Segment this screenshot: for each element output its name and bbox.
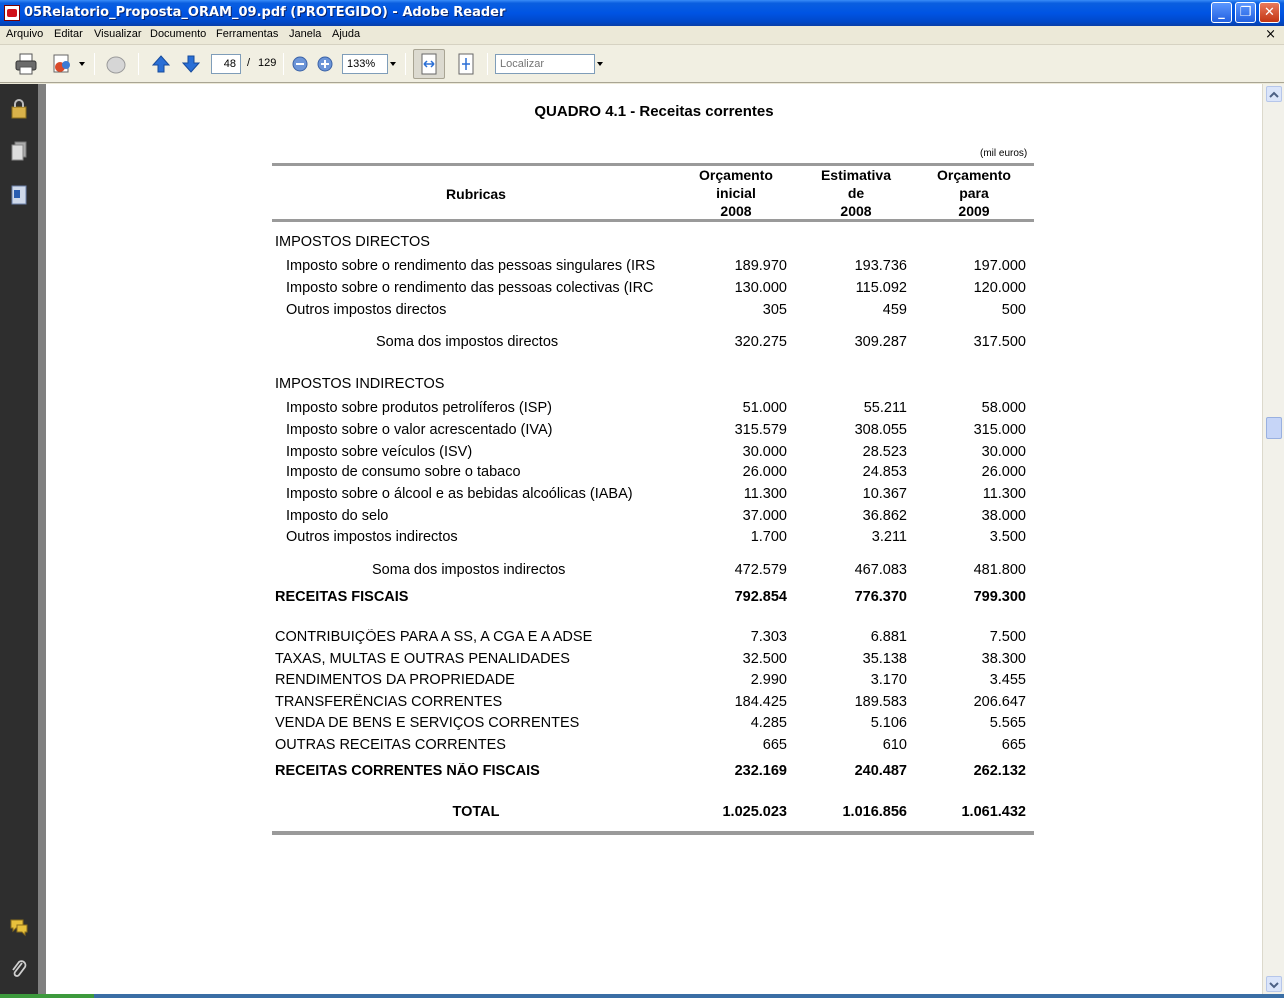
status-bar bbox=[0, 994, 1284, 998]
value-estimativa-2008: 24.853 bbox=[862, 464, 907, 480]
header-line: inicial bbox=[716, 185, 756, 201]
row-label: Soma dos impostos indirectos bbox=[372, 562, 566, 578]
top-rule bbox=[272, 163, 1034, 166]
chevron-down-icon bbox=[597, 62, 603, 66]
menu-documento[interactable]: Documento bbox=[150, 28, 207, 40]
value-estimativa-2008: 36.862 bbox=[862, 508, 907, 524]
zoom-out-button[interactable] bbox=[290, 51, 310, 77]
row-label: Imposto sobre o álcool e as bebidas alcoólicas (IABA) bbox=[286, 486, 633, 502]
table-row bbox=[46, 280, 1262, 300]
value-orcamento-2009: 38.000 bbox=[981, 508, 1026, 524]
arrow-down-icon bbox=[181, 54, 201, 74]
row-label: Imposto sobre o rendimento das pessoas singulares (IRS bbox=[286, 258, 656, 274]
pdf-page bbox=[46, 84, 1262, 994]
header-rubricas: Rubricas bbox=[446, 186, 506, 202]
value-estimativa-2008: 308.055 bbox=[854, 422, 907, 438]
total-row bbox=[46, 589, 1262, 609]
table-row bbox=[46, 486, 1262, 506]
value-orcamento-2008: 665 bbox=[762, 737, 787, 753]
value-orcamento-2008: 472.579 bbox=[734, 562, 787, 578]
zoom-out-icon bbox=[292, 56, 308, 72]
toolbar bbox=[0, 45, 1284, 83]
value-orcamento-2009: 3.455 bbox=[989, 672, 1026, 688]
scroll-down-button[interactable] bbox=[1266, 976, 1282, 992]
chevron-up-icon bbox=[1267, 88, 1281, 102]
value-estimativa-2008: 3.170 bbox=[870, 672, 907, 688]
share-button[interactable] bbox=[48, 51, 88, 77]
header-orcamento-inicial bbox=[686, 166, 786, 220]
menu-editar[interactable]: Editar bbox=[54, 28, 83, 40]
maximize-button[interactable]: ❐ bbox=[1235, 2, 1256, 23]
row-label: Imposto de consumo sobre o tabaco bbox=[286, 464, 521, 480]
value-orcamento-2009: 7.500 bbox=[989, 629, 1026, 645]
value-estimativa-2008: 3.211 bbox=[871, 529, 907, 545]
collaborate-icon bbox=[51, 53, 77, 75]
header-line: 2008 bbox=[720, 203, 752, 219]
value-estimativa-2008: 28.523 bbox=[862, 444, 907, 460]
zoom-level-input[interactable] bbox=[342, 54, 388, 74]
fit-page-button[interactable] bbox=[452, 51, 480, 77]
table-row bbox=[46, 672, 1262, 692]
header-estimativa bbox=[806, 166, 906, 220]
row-label: RENDIMENTOS DA PROPRIEDADE bbox=[275, 672, 515, 688]
table-row bbox=[46, 444, 1262, 464]
table-row bbox=[46, 715, 1262, 735]
value-orcamento-2008: 232.169 bbox=[734, 763, 787, 779]
row-label: Imposto sobre o rendimento das pessoas colectivas (IRC bbox=[286, 280, 654, 296]
fit-width-icon bbox=[419, 53, 439, 75]
toolbar-separator bbox=[405, 53, 406, 75]
value-orcamento-2008: 4.285 bbox=[750, 715, 787, 731]
value-orcamento-2009: 197.000 bbox=[973, 258, 1026, 274]
menu-visualizar[interactable]: Visualizar bbox=[94, 28, 142, 40]
value-estimativa-2008: 5.106 bbox=[870, 715, 907, 731]
value-orcamento-2008: 1.700 bbox=[750, 529, 787, 545]
lock-icon[interactable] bbox=[9, 98, 29, 120]
table-row bbox=[46, 694, 1262, 714]
value-estimativa-2008: 1.016.856 bbox=[842, 804, 907, 820]
header-orcamento-2009 bbox=[924, 166, 1024, 220]
fit-width-button[interactable] bbox=[413, 49, 445, 79]
toolbar-separator bbox=[283, 53, 284, 75]
value-orcamento-2008: 130.000 bbox=[734, 280, 787, 296]
value-orcamento-2009: 206.647 bbox=[973, 694, 1026, 710]
header-rule bbox=[272, 219, 1034, 222]
row-label: Imposto sobre veículos (ISV) bbox=[286, 444, 473, 460]
value-orcamento-2009: 5.565 bbox=[989, 715, 1026, 731]
minimize-button[interactable]: _ bbox=[1211, 2, 1232, 23]
table-row bbox=[46, 464, 1262, 484]
value-orcamento-2008: 30.000 bbox=[742, 444, 787, 460]
table-row bbox=[46, 302, 1262, 322]
value-estimativa-2008: 309.287 bbox=[854, 334, 907, 350]
value-orcamento-2008: 11.300 bbox=[743, 486, 787, 502]
toolbar-separator bbox=[94, 53, 95, 75]
table-row bbox=[46, 400, 1262, 420]
header-line: Orçamento bbox=[699, 167, 773, 183]
value-estimativa-2008: 55.211 bbox=[863, 400, 907, 416]
document-view[interactable] bbox=[38, 84, 1262, 994]
value-orcamento-2008: 792.854 bbox=[734, 589, 787, 605]
row-label: Soma dos impostos directos bbox=[376, 334, 559, 350]
table-row bbox=[46, 529, 1262, 549]
value-orcamento-2008: 320.275 bbox=[734, 334, 787, 350]
header-line: Orçamento bbox=[937, 167, 1011, 183]
value-estimativa-2008: 189.583 bbox=[854, 694, 907, 710]
fit-page-icon bbox=[456, 53, 476, 75]
menu-ferramentas[interactable]: Ferramentas bbox=[216, 28, 279, 40]
scroll-thumb[interactable] bbox=[1266, 417, 1282, 439]
value-estimativa-2008: 35.138 bbox=[862, 651, 907, 667]
next-page-button[interactable] bbox=[178, 51, 204, 77]
comments-icon[interactable] bbox=[9, 916, 29, 938]
value-estimativa-2008: 10.367 bbox=[862, 486, 907, 502]
row-label: RECEITAS CORRENTES NÃO FISCAIS bbox=[275, 763, 540, 779]
value-orcamento-2009: 58.000 bbox=[981, 400, 1026, 416]
grand-total-row bbox=[46, 804, 1262, 824]
row-label: VENDA DE BENS E SERVIÇOS CORRENTES bbox=[275, 715, 580, 731]
table-row bbox=[46, 258, 1262, 278]
value-orcamento-2008: 315.579 bbox=[734, 422, 787, 438]
value-orcamento-2009: 120.000 bbox=[973, 280, 1026, 296]
arrow-up-icon bbox=[151, 54, 171, 74]
menu-ajuda[interactable]: Ajuda bbox=[332, 28, 361, 40]
menu-arquivo[interactable]: Arquivo bbox=[6, 28, 44, 40]
value-orcamento-2008: 7.303 bbox=[750, 629, 787, 645]
row-label: OUTRAS RECEITAS CORRENTES bbox=[275, 737, 506, 753]
value-orcamento-2008: 305 bbox=[762, 302, 787, 318]
printer-icon bbox=[14, 53, 38, 75]
units-label: (mil euros) bbox=[980, 148, 1028, 159]
close-button[interactable]: ✕ bbox=[1259, 2, 1280, 23]
search-dropdown[interactable] bbox=[595, 51, 605, 77]
row-label: TOTAL bbox=[452, 804, 500, 820]
title-bar bbox=[0, 0, 1284, 26]
value-orcamento-2009: 11.300 bbox=[982, 486, 1026, 502]
value-estimativa-2008: 240.487 bbox=[854, 763, 907, 779]
value-orcamento-2009: 500 bbox=[1001, 302, 1026, 318]
value-orcamento-2008: 184.425 bbox=[734, 694, 787, 710]
page-number-input[interactable] bbox=[211, 54, 241, 74]
value-estimativa-2008: 6.881 bbox=[870, 629, 907, 645]
table-row bbox=[46, 508, 1262, 528]
zoom-dropdown[interactable] bbox=[388, 51, 398, 77]
search-input[interactable] bbox=[495, 54, 595, 74]
header-line: 2009 bbox=[958, 203, 990, 219]
subtotal-row bbox=[46, 334, 1262, 354]
toolbar-separator bbox=[487, 53, 488, 75]
header-line: de bbox=[847, 185, 865, 201]
hand-icon bbox=[104, 53, 128, 75]
hand-tool-button[interactable] bbox=[102, 51, 130, 77]
value-orcamento-2008: 26.000 bbox=[742, 464, 787, 480]
value-orcamento-2008: 37.000 bbox=[742, 508, 787, 524]
dropdown-arrow-icon bbox=[79, 62, 85, 66]
row-label: Imposto do selo bbox=[286, 508, 389, 524]
table-row bbox=[46, 629, 1262, 649]
value-estimativa-2008: 193.736 bbox=[854, 258, 907, 274]
adobe-reader-icon bbox=[4, 5, 20, 21]
row-label: IMPOSTOS INDIRECTOS bbox=[275, 376, 445, 392]
table-title: QUADRO 4.1 - Receitas correntes bbox=[534, 103, 774, 120]
value-orcamento-2008: 1.025.023 bbox=[722, 804, 787, 820]
value-orcamento-2009: 317.500 bbox=[973, 334, 1026, 350]
value-orcamento-2009: 26.000 bbox=[981, 464, 1026, 480]
value-estimativa-2008: 459 bbox=[882, 302, 907, 318]
pages-icon[interactable] bbox=[9, 140, 29, 162]
chevron-down-icon bbox=[1267, 978, 1281, 992]
value-estimativa-2008: 610 bbox=[882, 737, 907, 753]
value-orcamento-2009: 481.800 bbox=[973, 562, 1026, 578]
document-close-icon[interactable]: × bbox=[1265, 27, 1276, 42]
header-line: 2008 bbox=[840, 203, 872, 219]
value-orcamento-2009: 262.132 bbox=[973, 763, 1026, 779]
row-label: IMPOSTOS DIRECTOS bbox=[275, 234, 430, 250]
row-label: Imposto sobre produtos petrolíferos (ISP) bbox=[286, 400, 552, 416]
value-estimativa-2008: 115.092 bbox=[855, 280, 907, 296]
table-row bbox=[46, 422, 1262, 442]
subtotal-row bbox=[46, 562, 1262, 582]
taskbar-start-edge bbox=[0, 994, 94, 998]
menu-janela[interactable]: Janela bbox=[289, 28, 322, 40]
zoom-in-icon bbox=[317, 56, 333, 72]
value-estimativa-2008: 467.083 bbox=[854, 562, 907, 578]
previous-page-button[interactable] bbox=[148, 51, 174, 77]
value-orcamento-2009: 315.000 bbox=[973, 422, 1026, 438]
paperclip-icon[interactable] bbox=[9, 958, 29, 980]
value-orcamento-2008: 189.970 bbox=[734, 258, 787, 274]
value-orcamento-2009: 3.500 bbox=[989, 529, 1026, 545]
bottom-rule bbox=[272, 831, 1034, 835]
value-orcamento-2008: 51.000 bbox=[742, 400, 787, 416]
window-title: 05Relatorio_Proposta_ORAM_09.pdf (PROTEGIDO) - Adobe Reader bbox=[24, 5, 506, 20]
row-label: CONTRIBUIÇÕES PARA A SS, A CGA E A ADSE bbox=[275, 629, 593, 645]
value-orcamento-2009: 38.300 bbox=[981, 651, 1026, 667]
row-label: RECEITAS FISCAIS bbox=[275, 589, 409, 605]
row-label: Outros impostos indirectos bbox=[286, 529, 458, 545]
row-label: TAXAS, MULTAS E OUTRAS PENALIDADES bbox=[275, 651, 570, 667]
row-label: Imposto sobre o valor acrescentado (IVA) bbox=[286, 422, 553, 438]
row-label: Outros impostos directos bbox=[286, 302, 447, 318]
header-line: para bbox=[959, 185, 989, 201]
vertical-scrollbar[interactable] bbox=[1262, 84, 1284, 994]
value-orcamento-2008: 2.990 bbox=[750, 672, 787, 688]
table-row bbox=[46, 651, 1262, 671]
value-orcamento-2008: 32.500 bbox=[742, 651, 787, 667]
table-row bbox=[46, 234, 1262, 254]
total-row bbox=[46, 763, 1262, 783]
navigation-panel bbox=[0, 84, 38, 994]
value-estimativa-2008: 776.370 bbox=[854, 589, 907, 605]
value-orcamento-2009: 799.300 bbox=[973, 589, 1026, 605]
value-orcamento-2009: 665 bbox=[1001, 737, 1026, 753]
table-row bbox=[46, 376, 1262, 396]
zoom-in-button[interactable] bbox=[315, 51, 335, 77]
row-label: TRANSFERÊNCIAS CORRENTES bbox=[275, 694, 503, 710]
value-orcamento-2009: 30.000 bbox=[981, 444, 1026, 460]
value-orcamento-2009: 1.061.432 bbox=[961, 804, 1026, 820]
scroll-up-button[interactable] bbox=[1266, 86, 1282, 102]
attachments-page-icon[interactable] bbox=[9, 184, 29, 206]
chevron-down-icon bbox=[390, 62, 396, 66]
toolbar-separator bbox=[138, 53, 139, 75]
page-total: 129 bbox=[258, 57, 277, 69]
print-button[interactable] bbox=[12, 51, 40, 77]
header-line: Estimativa bbox=[820, 167, 892, 183]
menu-bar bbox=[0, 26, 1284, 45]
page-separator: / bbox=[247, 57, 251, 69]
table-row bbox=[46, 737, 1262, 757]
